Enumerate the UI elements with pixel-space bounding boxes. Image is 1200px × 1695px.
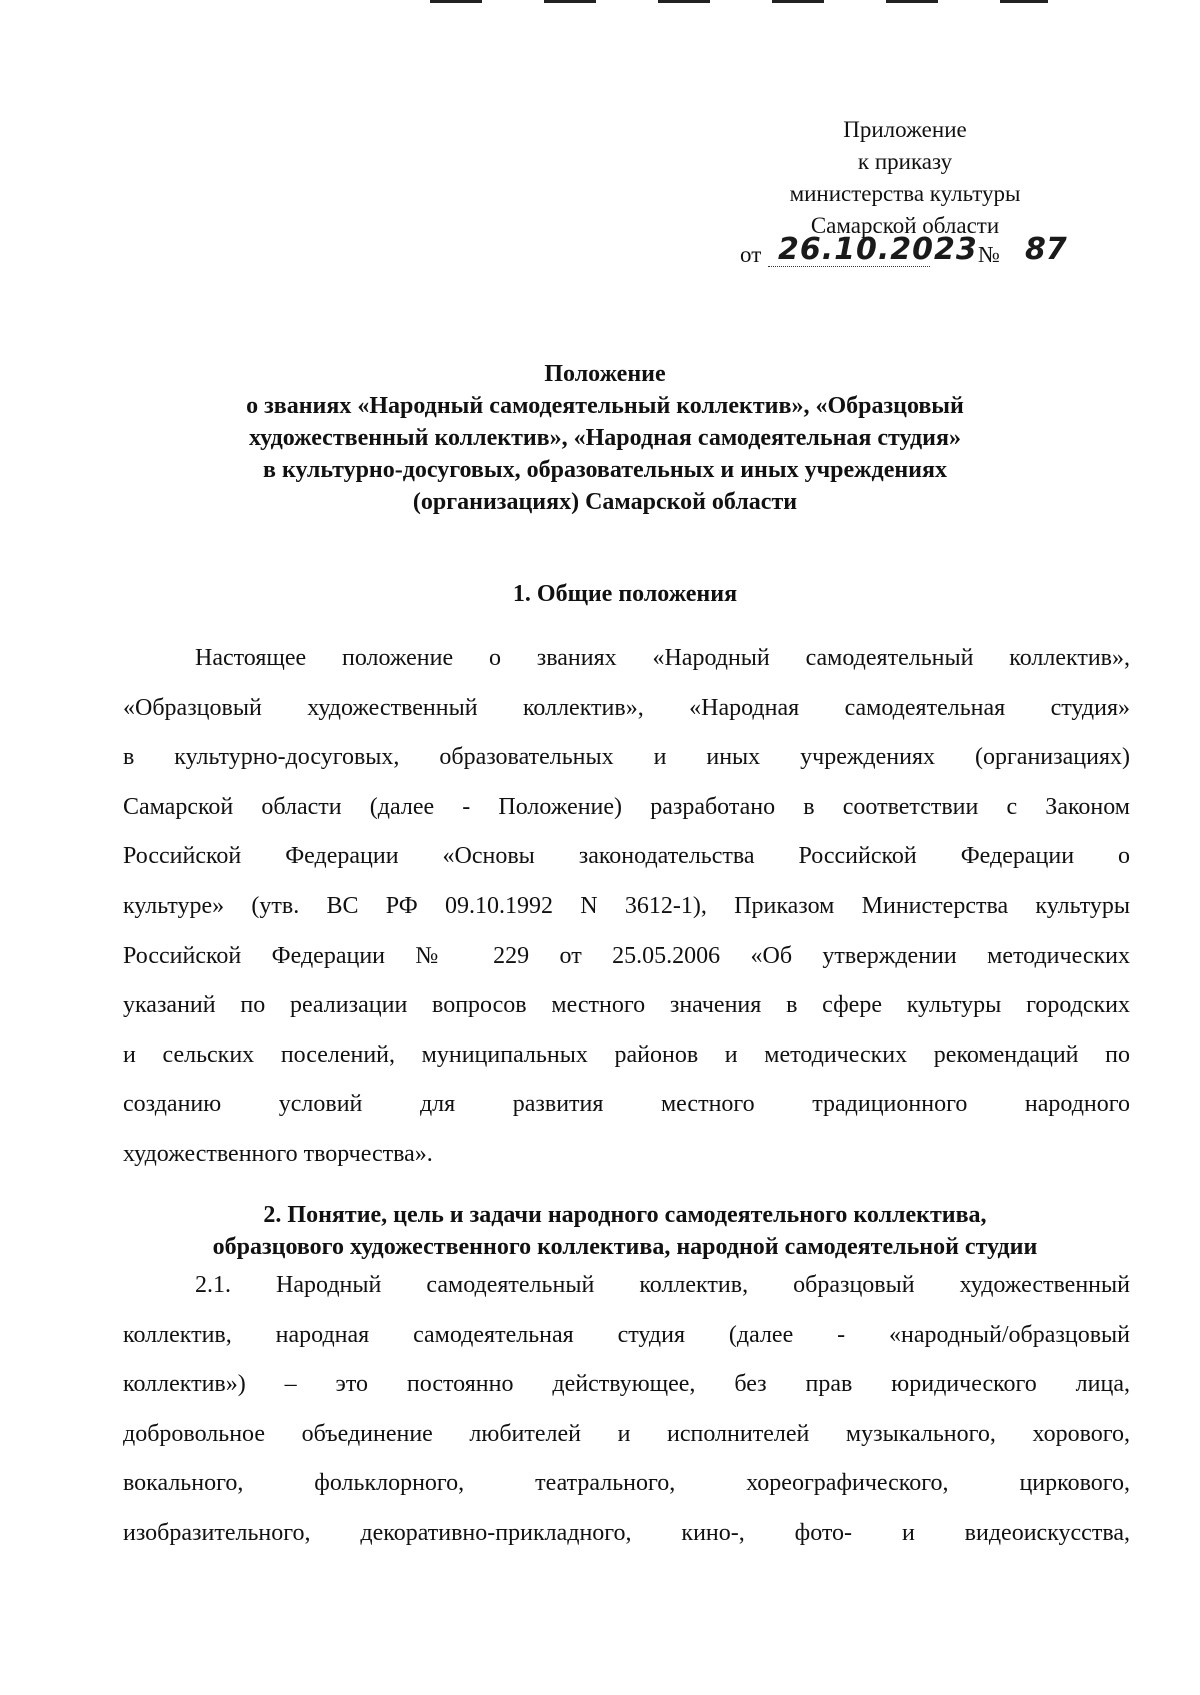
- paragraph-line: в культурно-досуговых, образовательных и иных учреждениях (организациях): [123, 744, 1130, 771]
- paragraph-line: художественного творчества».: [123, 1140, 433, 1167]
- appendix-line: Самарской области: [810, 213, 1000, 238]
- paragraph-line: Российской Федерации «Основы законодательства Российской Федерации о: [123, 843, 1130, 870]
- order-number: 87: [1025, 232, 1067, 267]
- paragraph-line: изобразительного, декоративно-прикладного, кино-, фото- и видеоискусства,: [123, 1519, 1130, 1546]
- paragraph-line: добровольное объединение любителей и исполнителей музыкального, хорового,: [123, 1420, 1130, 1447]
- section-heading-line: 2. Понятие, цель и задачи народного самодеятельного коллектива,: [263, 1202, 987, 1228]
- title-line: (организациях) Самарской области: [412, 489, 798, 515]
- title-line: о званиях «Народный самодеятельный коллектив», «Образцовый: [246, 393, 964, 419]
- appendix-block: [740, 114, 1070, 242]
- scan-mark: [544, 0, 596, 3]
- paragraph-line: культуре» (утв. ВС РФ 09.10.1992 N 3612-1), Приказом Министерства культуры: [123, 892, 1130, 919]
- order-from-label: от: [740, 242, 762, 267]
- scan-top-marks: [0, 0, 1200, 4]
- section-2-paragraph: [123, 1261, 1130, 1559]
- appendix-line: Приложение: [843, 117, 967, 142]
- scan-mark: [886, 0, 938, 3]
- appendix-line: министерства культуры: [789, 181, 1021, 206]
- paragraph-line: вокального, фольклорного, театрального, хореографического, циркового,: [123, 1470, 1130, 1497]
- paragraph-line: «Образцовый художественный коллектив», «Народная самодеятельная студия»: [123, 694, 1130, 721]
- order-number-label: №: [978, 242, 1000, 267]
- title-line: в культурно-досуговых, образовательных и иных учреждениях: [263, 457, 947, 483]
- section-2-heading: [120, 1199, 1130, 1263]
- paragraph-line: и сельских поселений, муниципальных районов и методических рекомендаций по: [123, 1041, 1130, 1068]
- scan-mark: [658, 0, 710, 3]
- paragraph-line: Российской Федерации № 229 от 25.05.2006 «Об утверждении методических: [123, 942, 1130, 969]
- scan-mark: [1000, 0, 1048, 3]
- document-title: [150, 358, 1060, 518]
- section-1-paragraph: [123, 634, 1130, 1180]
- paragraph-line: коллектив, народная самодеятельная студия (далее - «народный/образцовый: [123, 1321, 1130, 1348]
- title-line: Положение: [544, 361, 666, 387]
- paragraph-line: Настоящее положение о званиях «Народный самодеятельный коллектив»,: [195, 645, 1130, 671]
- section-heading-line: 1. Общие положения: [512, 581, 738, 607]
- paragraph-line: 2.1. Народный самодеятельный коллектив, образцовый художественный: [195, 1272, 1130, 1298]
- order-reference: [740, 232, 1080, 276]
- paragraph-line: указаний по реализации вопросов местного значения в сфере культуры городских: [123, 992, 1130, 1019]
- section-heading-line: образцового художественного коллектива, народной самодеятельной студии: [212, 1234, 1038, 1260]
- appendix-line: к приказу: [857, 149, 953, 174]
- title-line: художественный коллектив», «Народная самодеятельная студия»: [249, 425, 961, 451]
- paragraph-line: созданию условий для развития местного традиционного народного: [123, 1091, 1130, 1118]
- order-date: 26.10.2023: [778, 232, 978, 267]
- scan-mark: [430, 0, 482, 3]
- scan-mark: [772, 0, 824, 3]
- section-1-heading: [120, 578, 1130, 610]
- paragraph-line: коллектив») – это постоянно действующее, без прав юридического лица,: [123, 1371, 1130, 1398]
- paragraph-line: Самарской области (далее - Положение) разработано в соответствии с Законом: [123, 793, 1130, 820]
